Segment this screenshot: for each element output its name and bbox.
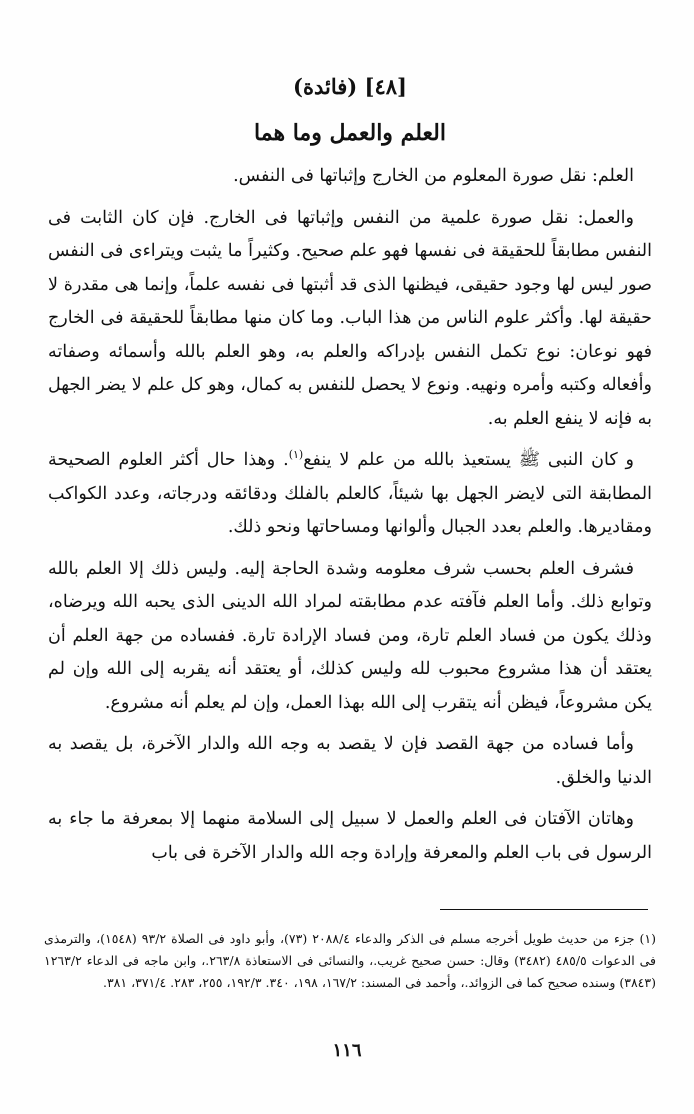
chapter-label: [٤٨] (فائدة): [293, 74, 407, 99]
paragraph-2: والعمل: نقل صورة علمية من النفس وإثباتها فى الخارج. فإن كان الثابت فى النفس مطابقاً للحقيقة فى نفسها فهو علم صحيح. وكثيراً ما يثبت ويتراءى فى النفس صور ليس لها وجود حقيقى، فيظنها الذى قد أثبتها فى نفسه علماً، وإنما هى مقدرة لا حقيقة لها. وأكثر علوم الناس من هذا الباب. وما كان منها مطابقاً للحقيقة فى الخارج فهو نوعان: نوع تكمل النفس بإدراكه والعلم به، وهو العلم بالله وأسمائه وصفاته وأفعاله وكتبه وأمره ونهيه. ونوع لا يحصل للنفس به كمال، وهو كل علم لا يضر الجهل به فإنه لا ينفع العلم به.: [48, 207, 652, 429]
paragraph-3-rest: . وهذا حال أكثر العلوم الصحيحة المطابقة التى لايضر الجهل بها شيئاً، كالعلم بالفلك ودقائقه ودرجاته، وعدد الكواكب ومقاديرها. والعلم بعدد الجبال وألوانها ومساحاتها ونحو ذلك.: [48, 450, 652, 537]
paragraph-6: وهاتان الآفتان فى العلم والعمل لا سبيل إلى السلامة منهما إلا بمعرفة ما جاء به الرسول فى باب العلم والمعرفة وإرادة وجه الله والدار الآخرة فى باب: [48, 809, 652, 863]
footnote-separator: [440, 909, 648, 910]
section-title: العلم والعمل وما هما: [254, 120, 446, 146]
page-number: ١١٦: [332, 1040, 362, 1061]
paragraph-3-start: و كان النبى ﷺ يستعيذ بالله من علم لا ينفع: [303, 450, 634, 470]
footnote-marker: (١): [288, 448, 304, 462]
footnotes: [44, 928, 656, 994]
paragraph-4: فشرف العلم بحسب شرف معلومه وشدة الحاجة إليه. وليس ذلك إلا العلم بالله وتوابع ذلك. وأما العلم فآفته عدم مطابقته لمراد الله الدينى الذى يحبه الله ويرضاه، وذلك يكون من فساد العلم تارة، ومن فساد الإرادة تارة. ففساده من جهة العلم أن يعتقد أن هذا مشروع محبوب لله وليس كذلك، أو يعتقد أنه يقربه إلى الله وإن لم يكن مشروعاً، فيظن أنه يتقرب إلى الله بهذا العمل، وإن لم يعلم أنه مشروع.: [48, 558, 652, 713]
paragraph-3: [48, 444, 652, 545]
paragraph-5: وأما فساده من جهة القصد فإن لا يقصد به وجه الله والدار الآخرة، بل يقصد به الدنيا والخلق.: [48, 734, 652, 788]
body-text: [48, 160, 652, 870]
footnote-1: (١) جزء من حديث طويل أخرجه مسلم فى الذكر والدعاء ٢٠٨٨/٤ (٧٣)، وأبو داود فى الصلاة ٩٣/٢ (١٥٤٨)، والترمذى فى الدعوات ٤٨٥/٥ (٣٤٨٢) وقال: حسن صحيح غريب.، والنسائى فى الاستعاذة ٢٦٣/٨.، وابن ماجه فى الدعاء ١٢٦٣/٢ (٣٨٤٣) وسنده صحيح كما فى الزوائد.، وأحمد فى المسند: ١٦٧/٢، ١٩٨، ٣٤٠. ١٩٢/٣، ٢٥٥، ٢٨٣. ٣٧١/٤، ٣٨١.: [44, 931, 656, 990]
paragraph-1: العلم: نقل صورة المعلوم من الخارج وإثباتها فى النفس.: [233, 166, 634, 186]
